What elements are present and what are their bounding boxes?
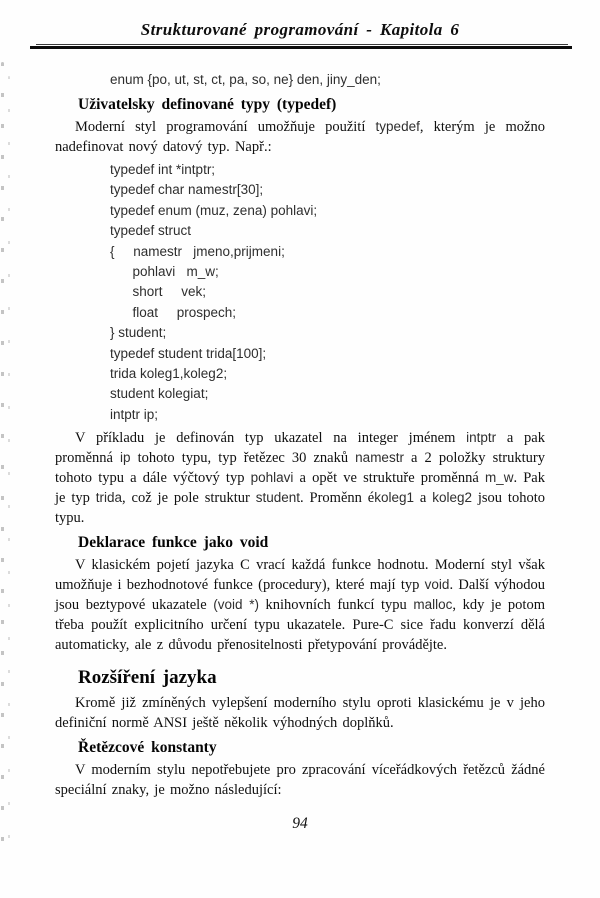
text-segment: a — [414, 490, 433, 507]
code-line: } student; — [110, 325, 167, 341]
code-line: { namestr jmeno,prijmeni; — [110, 243, 285, 259]
header-rule-thin — [36, 44, 568, 45]
text-segment: typedef — [375, 119, 420, 134]
text-segment: intptr — [466, 430, 497, 446]
text-segment: pohlavi — [250, 470, 294, 486]
paragraph-string-constants: V moderním stylu nepotřebujete pro zpracování víceřádkových řetězců žádné speciální znaky, je možno následující: — [55, 762, 545, 799]
text-segment: , kdy je potom třeba použít explicitního určení typu ukazatele. Pure-C sice řadu konverzí dělá automaticky, ale z důvodu přenositelnosti přetypování provádějte. — [55, 597, 545, 654]
text-segment: a pak proměnná — [55, 430, 545, 467]
text-segment: , kterým je možno nadefinovat nový datový typ. Např.: — [55, 119, 545, 155]
text-segment: koleg1 — [374, 490, 414, 506]
code-line: student kolegiat; — [110, 386, 209, 402]
text-segment: jsou tohoto typu. — [55, 490, 545, 527]
section-heading-typedef: Uživatelsky definované typy (typedef) — [78, 96, 337, 113]
code-line: typedef int *intptr; — [110, 162, 216, 177]
code-line: typedef enum (muz, zena) pohlavi; — [110, 202, 318, 218]
code-enum-declaration: enum {po, ut, st, ct, pa, so, ne} den, jiny_den; — [110, 72, 381, 87]
paragraph-void-declaration — [55, 555, 545, 655]
text-segment: m_w — [484, 470, 514, 486]
page-number: 94 — [292, 815, 308, 833]
code-line: short vek; — [110, 284, 207, 300]
code-line: typedef student trida[100]; — [110, 345, 267, 361]
text-segment: V příkladu je definován typ ukazatel na integer jménem — [75, 430, 467, 447]
text-segment: koleg2 — [432, 490, 472, 506]
page-footer — [0, 815, 600, 833]
section-heading-string-constants: Řetězcové konstanty — [78, 739, 217, 757]
page-body — [0, 70, 600, 800]
text-segment: malloc — [413, 597, 453, 613]
code-line: float prospech; — [110, 304, 237, 320]
text-segment: student — [255, 490, 301, 506]
text-segment: a opět ve struktuře proměnná — [293, 470, 485, 487]
code-line: typedef char namestr[30]; — [110, 182, 264, 198]
text-segment: tohoto typu, typ řetězec 30 znaků — [130, 450, 356, 467]
text-segment: V klasickém pojetí jazyka C vrací každá funkce hodnotu. Moderní styl však umožňuje i bezhodnotové funkce (procedury), které mají typ — [55, 557, 545, 594]
paragraph-language-extensions: Kromě již zmíněných vylepšení moderního stylu oproti klasickému je v jeho definiční normě ANSI ještě několik výhodných doplňků. — [55, 695, 545, 732]
code-line: typedef struct — [110, 223, 192, 239]
text-segment: trida — [95, 490, 123, 506]
text-segment: . Proměnn é — [300, 490, 375, 507]
text-segment: ip — [120, 450, 131, 466]
text-segment: knihovních funkcí typu — [258, 597, 414, 614]
paragraph-typedef-intro — [55, 117, 545, 157]
text-segment: (void *) — [213, 597, 259, 613]
section-heading-void-declaration: Deklarace funkce jako void — [78, 534, 269, 552]
text-segment: . Další výhodou jsou beztypové ukazatele — [55, 577, 546, 614]
page-header — [0, 0, 600, 49]
text-segment: void — [424, 577, 450, 593]
text-segment: namestr — [355, 450, 404, 466]
text-segment: Moderní styl programování umožňuje použití — [75, 119, 376, 135]
scan-artifact-marks — [8, 76, 10, 846]
paragraph-typedef-explanation — [55, 428, 545, 528]
scan-artifact-marks — [1, 62, 4, 852]
code-block-typedef-examples — [110, 160, 545, 425]
running-header-title: Strukturované programování - Kapitola 6 — [140, 20, 460, 39]
text-segment: , což je pole struktur — [122, 490, 256, 507]
code-line: trida koleg1,koleg2; — [110, 366, 228, 382]
text-segment: a 2 položky struktury tohoto typu a dále výčtový typ — [55, 450, 545, 487]
section-heading-language-extensions: Rozšíření jazyka — [78, 667, 217, 689]
code-line: pohlavi m_w; — [110, 264, 219, 280]
text-segment: . Pak je typ — [55, 470, 545, 507]
code-line: intptr ip; — [110, 406, 159, 422]
header-rule-thick — [30, 46, 572, 49]
